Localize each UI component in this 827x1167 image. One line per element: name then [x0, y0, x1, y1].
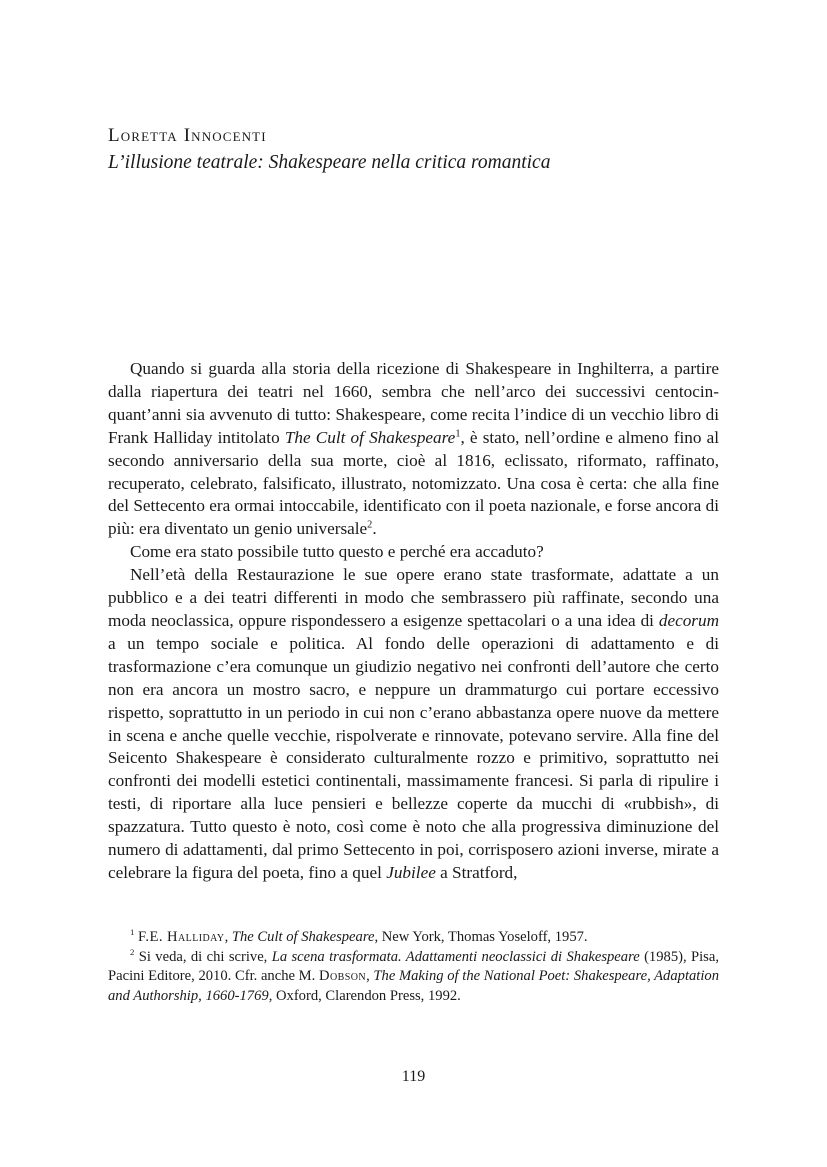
footnote-2-number: 2: [130, 946, 135, 957]
paragraph-2: Come era stato possibile tutto questo e perché era accaduto?: [130, 542, 544, 562]
footnote-ref-1[interactable]: 1: [455, 427, 461, 439]
author-name: Loretta Innocenti: [108, 125, 267, 146]
decorum-term: decorum: [658, 610, 719, 630]
footnote-2-text-b: (1985), Pisa, Pacini Editore, 2010. Cfr. anche M.: [108, 948, 719, 984]
paragraph-1-text-c: .: [372, 519, 377, 539]
footnote-2-title-1: La scena trasformata. Adattamenti neoclassici di Shakespeare: [271, 948, 640, 965]
body-text: [108, 358, 719, 885]
article-header: [108, 124, 728, 176]
footnote-2-title-2: The Making of the National Poet: Shakespeare, Adaptation and Authorship, 1660-1769: [108, 968, 719, 1004]
footnote-2-text-c: , Oxford, Clarendon Press, 1992.: [268, 987, 461, 1004]
footnote-2-text-a: Si veda, di chi scrive,: [134, 948, 272, 965]
paragraph-1: [108, 358, 719, 541]
article-title: L’illusione teatrale: Shakespeare nella critica romantica: [108, 152, 551, 173]
footnote-2: [108, 948, 719, 1007]
footnote-1-separator: ,: [224, 929, 232, 945]
book-title: The Cult of Shakespeare: [284, 427, 456, 447]
footnotes: [108, 928, 719, 1006]
footnote-1-title: The Cult of Shakespeare: [231, 929, 375, 945]
footnote-2-author: Dobson: [318, 968, 367, 984]
page-number: 119: [401, 1068, 426, 1085]
paragraph-3-text-b: a un tempo sociale e politica. Al fondo delle operazioni di adattamento e di trasformazione c’era comunque un giudizio negativo nei confronti dell’autore che certo non era ancora un mostro sacro, e neppure un drammaturgo cui portare eccessivo rispetto, soprattutto in un periodo in cui non c’erano abbastanza opere nuove da mettere in scena e anche quelle vecchie, rispolverate e rinnovate, potevano servire. Alla fine del Seicento Shakespeare è considerato culturalmente rozzo e primitivo, soprattutto nei confronti dei modelli estetici continentali, massimamente francesi. Si parla di ripulire i testi, di riportare alla luce pensieri e bellezze coperte da mucchi di «rubbish», di spazzatura. Tutto questo è noto, così come è noto che alla progressiva diminuzione del numero di adattamenti, dal primo Settecento in poi, corrisposero azioni inverse, mirate a celebrare la figura del poeta, fino a quel: [108, 633, 719, 882]
paragraph-1-text-a: Quando si guarda alla storia della ricezione di Shakespeare in Inghilterra, a partire dalla riapertura dei teatri nel 1660, sembra che nell’arco dei successivi centocinquant’anni sia avvenuto di tutto: Shakespeare, come recita l’indice di un vecchio libro di Frank Halliday intitolato: [108, 359, 719, 447]
paragraph-1-text-b: , è stato, nell’ordine e almeno fino al secondo anniversario della sua morte, cioè al 1816, eclissato, riformato, raffinato, recuperato, celebrato, falsificato, illustrato, notomizzato. Una cosa è certa: che alla fine del Settecento era ormai intoccabile, identificato con il poeta nazionale, e forse ancora di più: era diventato un genio universale: [108, 427, 720, 539]
footnote-2-separator: ,: [366, 968, 374, 984]
paragraph-3-text-a: Nell’età della Restaurazione le sue opere erano state trasformate, adattate a un pubblico e a dei teatri differenti in modo che sembrassero più raffinate, secondo una moda neoclassica, oppure rispondessero a esigenze spettacolari o a una idea di: [108, 565, 719, 630]
jubilee-term: Jubilee: [386, 862, 436, 882]
footnote-1: [108, 928, 719, 948]
footnote-ref-2[interactable]: 2: [367, 519, 373, 531]
paragraph-3-text-c: a Stratford,: [435, 862, 518, 882]
paragraph-3: [108, 564, 719, 885]
footnote-1-number: 1: [130, 927, 135, 938]
footnote-1-author: F.E. Halliday: [138, 929, 225, 945]
footnote-1-rest: , New York, Thomas Yoseloff, 1957.: [374, 929, 588, 945]
